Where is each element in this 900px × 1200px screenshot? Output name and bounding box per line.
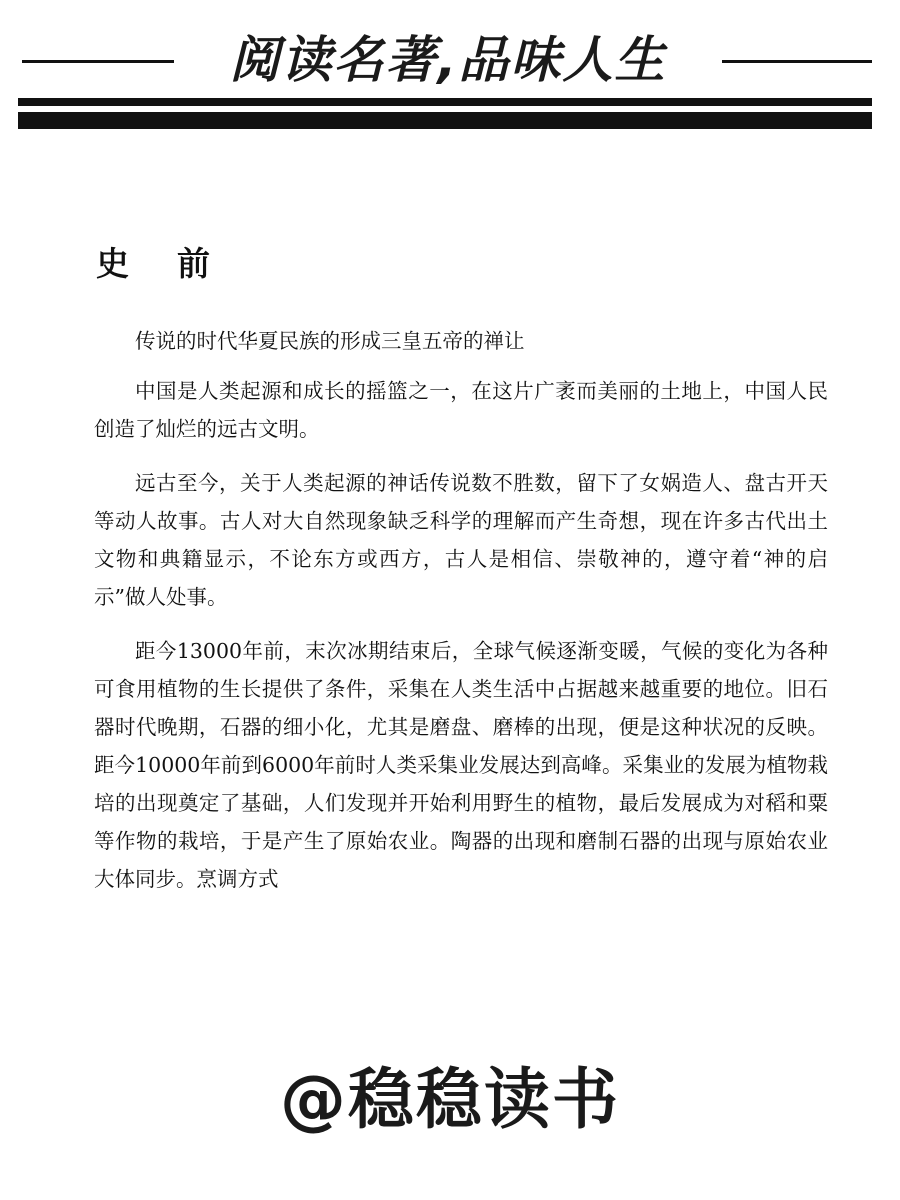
header-rule-left (22, 60, 174, 63)
paragraph: 远古至今，关于人类起源的神话传说数不胜数，留下了女娲造人、盘古开天等动人故事。古人对大自然现象缺乏科学的理解而产生奇想，现在许多古代出土文物和典籍显示，不论东方或西方，古人是相信、崇敬神的，遵守着“神的启示”做人处事。 (94, 471, 828, 609)
header-divider-thick (18, 112, 872, 129)
header-divider-thin (18, 98, 872, 106)
section-heading: 史前 (96, 244, 258, 283)
paragraph: 中国是人类起源和成长的摇篮之一，在这片广袤而美丽的土地上，中国人民创造了灿烂的远古文明。 (94, 379, 828, 441)
header-rule-right (722, 60, 872, 63)
article-body (94, 322, 828, 914)
section-subtitle: 传说的时代华夏民族的形成三皇五帝的禅让 (135, 329, 525, 353)
watermark: @稳稳读书 (280, 1061, 620, 1138)
paragraph: 距今13000年前，末次冰期结束后，全球气候逐渐变暖，气候的变化为各种可食用植物的生长提供了条件，采集在人类生活中占据越来越重要的地位。旧石器时代晚期，石器的细小化，尤其是磨盘、磨棒的出现，便是这种状况的反映。距今10000年前到6000年前时人类采集业发展达到高峰。采集业的发展为植物栽培的出现奠定了基础，人们发现并开始利用野生的植物，最后发展成为对稻和粟等作物的栽培，于是产生了原始农业。陶器的出现和磨制石器的出现与原始农业大体同步。烹调方式 (94, 639, 828, 891)
page-header (0, 0, 900, 140)
header-title: 阅读名著,品味人生 (229, 31, 667, 89)
